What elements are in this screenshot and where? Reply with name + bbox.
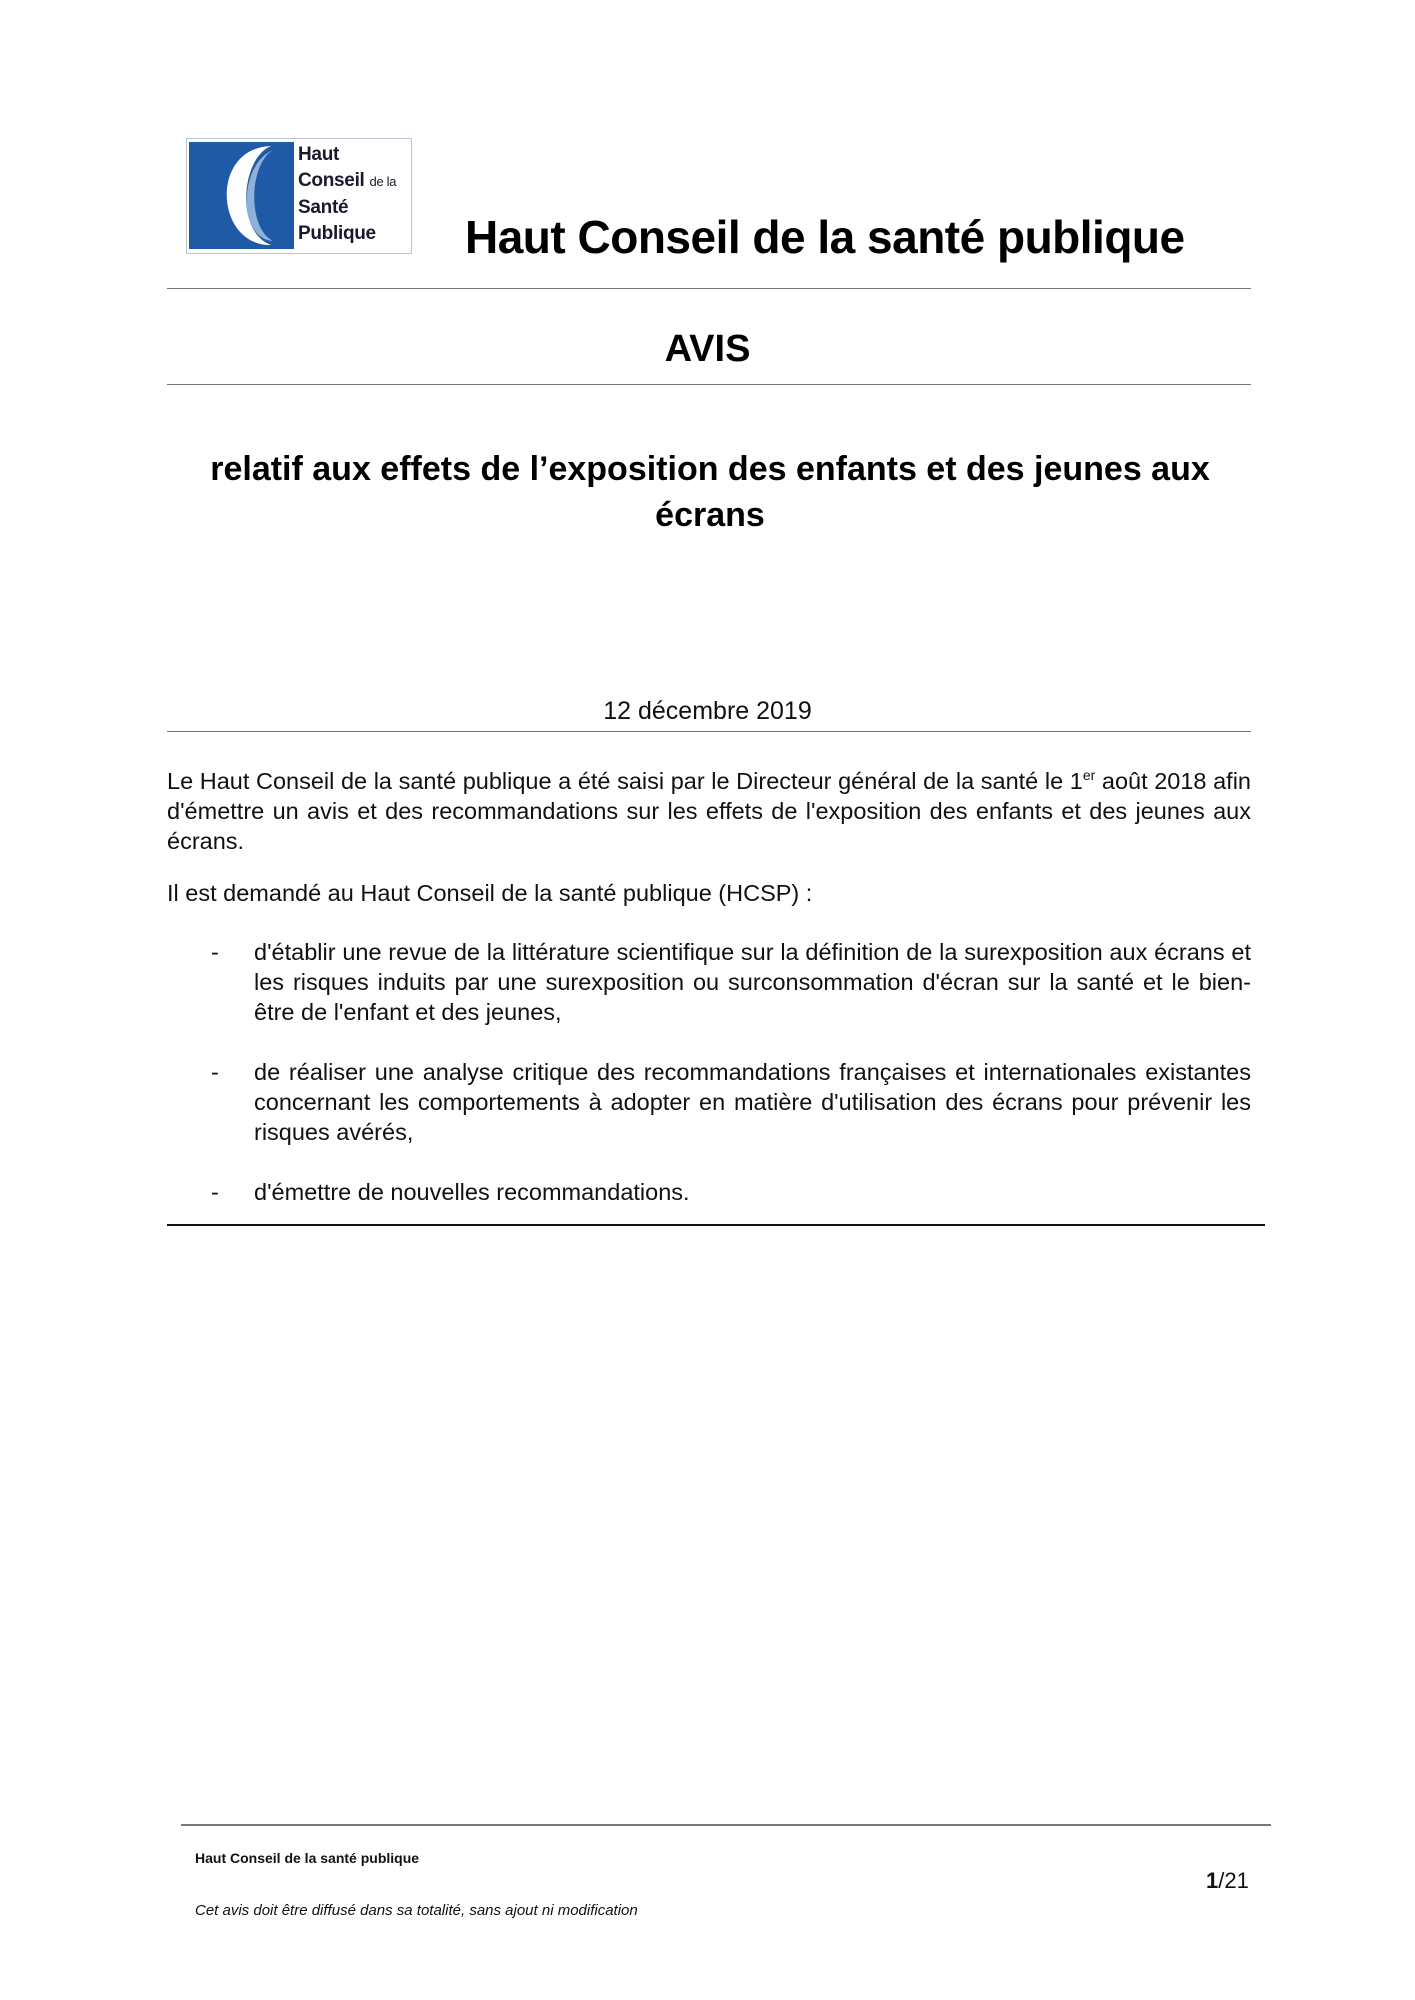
request-paragraph: Il est demandé au Haut Conseil de la santé publique (HCSP) : xyxy=(167,880,813,906)
section-end-divider xyxy=(167,1224,1265,1226)
date-divider xyxy=(167,731,1251,732)
logo-conseil: Conseil xyxy=(298,170,365,191)
avis-divider xyxy=(167,384,1251,385)
list-bullet: - xyxy=(211,939,219,965)
logo-line-sante: Santé xyxy=(298,197,349,218)
footer-note: Cet avis doit être diffusé dans sa totalité, sans ajout ni modification xyxy=(195,1902,638,1919)
page-number xyxy=(1206,1868,1249,1894)
page-current: 1 xyxy=(1206,1868,1219,1893)
logo-line-publique: Publique xyxy=(298,223,376,244)
hcsp-logo xyxy=(186,138,412,254)
footer-org: Haut Conseil de la santé publique xyxy=(195,1850,420,1866)
list-item-text: de réaliser une analyse critique des recommandations françaises et internationales existantes concernant les comportements à adopter en matière d'utilisation des écrans pour prévenir les risques avérés, xyxy=(254,1059,1251,1145)
list-item xyxy=(167,1057,1251,1147)
subtitle-line-1: relatif aux effets de l’exposition des enfants et des jeunes aux xyxy=(210,450,1210,488)
header-divider xyxy=(167,288,1251,289)
list-item xyxy=(167,937,1251,1027)
crescent-icon xyxy=(189,142,294,249)
logo-wordmark xyxy=(298,142,396,247)
list-bullet: - xyxy=(211,1059,219,1085)
intro-superscript: er xyxy=(1082,767,1096,783)
intro-text-a: Le Haut Conseil de la santé publique a été saisi par le Directeur général de la santé le 1 xyxy=(167,767,1083,794)
intro-text-b: août 2018 afin d'émettre un avis et des recommandations sur les effets de l'exposition des enfants et des jeunes aux écrans. xyxy=(167,767,1251,854)
logo-line-conseil xyxy=(298,168,396,195)
document-date: 12 décembre 2019 xyxy=(603,697,812,725)
document-type: AVIS xyxy=(664,328,751,370)
list-bullet: - xyxy=(211,1179,219,1205)
logo-line-haut: Haut xyxy=(298,144,340,165)
org-title: Haut Conseil de la santé publique xyxy=(465,211,1185,263)
request-list xyxy=(167,937,1251,1237)
list-item-text: d'établir une revue de la littérature scientifique sur la définition de la surexposition aux écrans et les risques induits par une surexposition ou surconsommation d'écran sur la santé et le bien-être de l'enfant et des jeunes, xyxy=(254,939,1251,1025)
footer-divider xyxy=(181,1824,1271,1826)
logo-de-la: de la xyxy=(369,174,397,189)
logo-emblem xyxy=(189,142,294,249)
page-total: /21 xyxy=(1218,1868,1249,1893)
intro-paragraph xyxy=(167,760,1251,856)
subtitle-line-2: écrans xyxy=(655,496,765,534)
list-item xyxy=(167,1177,1251,1207)
list-item-text: d'émettre de nouvelles recommandations. xyxy=(254,1179,690,1205)
document-subtitle xyxy=(190,446,1230,538)
